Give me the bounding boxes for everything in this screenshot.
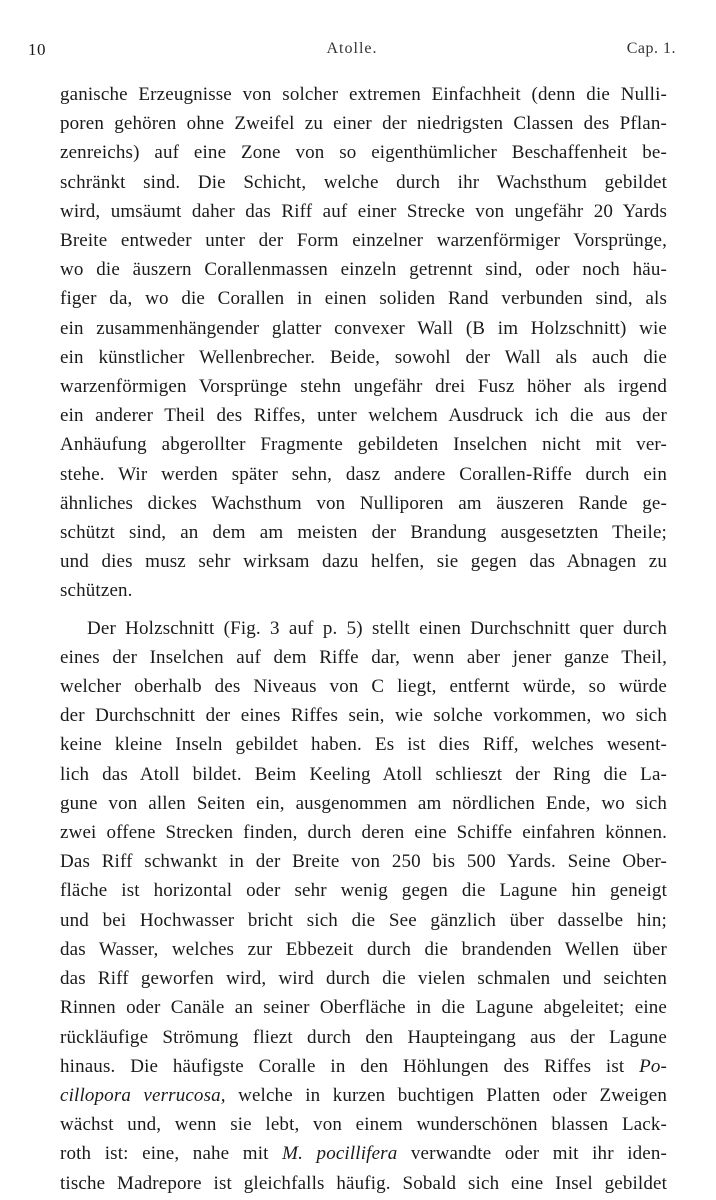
- text-span: welche in kurzen buchtigen Platten oder Zweigen: [225, 1084, 667, 1106]
- text-line: wird, umsäumt daher das Riff auf einer Strecke von ungefähr 20 Yards: [60, 200, 667, 222]
- text-line: keine kleine Inseln gebildet haben. Es ist dies Riff, welches wesent-: [60, 734, 667, 756]
- text-line: zwei offene Strecken finden, durch deren eine Schiffe einfahren können.: [60, 822, 667, 844]
- body-text: [60, 80, 667, 1198]
- text-line: [60, 1081, 667, 1110]
- text-line: Anhäufung abgerollter Fragmente gebildeten Inselchen nicht mit ver-: [60, 434, 667, 456]
- text-line: lich das Atoll bildet. Beim Keeling Atoll schlieszt der Ring die La-: [60, 763, 667, 785]
- text-line: zenreichs) auf eine Zone von so eigenthümlicher Beschaffenheit be-: [60, 142, 667, 164]
- text-line: eines der Inselchen auf dem Riffe dar, wenn aber jener ganze Theil,: [60, 646, 667, 668]
- text-line: schützen.: [60, 580, 133, 602]
- text-line: gune von allen Seiten ein, ausgenommen am nördlichen Ende, wo sich: [60, 792, 667, 814]
- text-line: ein anderer Theil des Riffes, unter welchem Ausdruck ich die aus der: [60, 405, 667, 427]
- paragraph-2: [60, 614, 667, 1198]
- text-line: poren gehören ohne Zweifel zu einer der niedrigsten Classen des Pflan-: [60, 113, 667, 135]
- text-line: ein künstlicher Wellenbrecher. Beide, sowohl der Wall als auch die: [60, 346, 667, 368]
- italic-species-name: Po-: [639, 1055, 667, 1077]
- text-line: welcher oberhalb des Niveaus von C liegt, entfernt würde, so würde: [60, 676, 667, 698]
- text-line: Das Riff schwankt in der Breite von 250 bis 500 Yards. Seine Ober-: [60, 851, 667, 873]
- text-line: [60, 1052, 667, 1081]
- text-line: Breite entweder unter der Form einzelner warzenförmiger Vorsprünge,: [60, 230, 667, 252]
- text-line: stehe. Wir werden später sehn, dasz andere Corallen-Riffe durch ein: [60, 463, 667, 485]
- text-line: wo die äuszern Corallenmassen einzeln getrennt sind, oder noch häu-: [60, 259, 667, 281]
- text-line: ganische Erzeugnisse von solcher extremen Einfachheit (denn die Nulli-: [60, 84, 667, 105]
- running-header: [28, 40, 676, 66]
- text-line: ähnliches dickes Wachsthum von Nulliporen am äuszeren Rande ge-: [60, 492, 667, 514]
- italic-species-name: M. pocillifera: [282, 1143, 398, 1165]
- text-line: Der Holzschnitt (Fig. 3 auf p. 5) stellt einen Durchschnitt quer durch: [87, 617, 667, 639]
- text-line: und dies musz sehr wirksam dazu helfen, sie gegen das Abnagen zu: [60, 551, 667, 573]
- text-span: roth ist: eine, nahe mit: [60, 1143, 283, 1165]
- text-line: warzenförmigen Vorsprünge stehn ungefähr drei Fusz höher als irgend: [60, 376, 667, 398]
- text-line: schränkt sind. Die Schicht, welche durch ihr Wachsthum gebildet: [60, 171, 667, 193]
- text-line: rückläufige Strömung fliezt durch den Haupteingang aus der Lagune: [60, 1026, 667, 1048]
- paragraph-1: [60, 80, 667, 606]
- running-title: Atolle.: [326, 40, 378, 57]
- page-number: 10: [28, 40, 46, 59]
- text-line: [60, 1139, 667, 1168]
- text-line: und bei Hochwasser bricht sich die See gänzlich über dasselbe hin;: [60, 909, 667, 931]
- text-line: ein zusammenhängender glatter convexer Wall (B im Holzschnitt) wie: [60, 317, 667, 339]
- text-line: wächst und, wenn sie lebt, von einem wunderschönen blassen Lack-: [60, 1114, 667, 1136]
- text-line: tische Madrepore ist gleichfalls häufig. Sobald sich eine Insel gebildet: [60, 1172, 667, 1194]
- text-line: figer da, wo die Corallen in einen soliden Rand verbunden sind, als: [60, 288, 667, 310]
- text-line: das Riff geworfen wird, wird durch die vielen schmalen und seichten: [60, 968, 667, 990]
- text-span: hinaus. Die häufigste Coralle in den Höhlungen des Riffes ist: [60, 1055, 640, 1077]
- chapter-label: Cap. 1.: [626, 40, 676, 57]
- text-line: der Durchschnitt der eines Riffes sein, wie solche vorkommen, wo sich: [60, 705, 667, 727]
- italic-species-name: cillopora verrucosa,: [60, 1084, 226, 1106]
- text-line: schützt sind, an dem am meisten der Brandung ausgesetzten Theile;: [60, 522, 667, 544]
- text-line: das Wasser, welches zur Ebbezeit durch die brandenden Wellen über: [60, 938, 667, 960]
- text-line: fläche ist horizontal oder sehr wenig gegen die Lagune hin geneigt: [60, 880, 667, 902]
- text-span: verwandte oder mit ihr iden-: [397, 1143, 667, 1165]
- text-line: Rinnen oder Canäle an seiner Oberfläche in die Lagune abgeleitet; eine: [60, 997, 667, 1019]
